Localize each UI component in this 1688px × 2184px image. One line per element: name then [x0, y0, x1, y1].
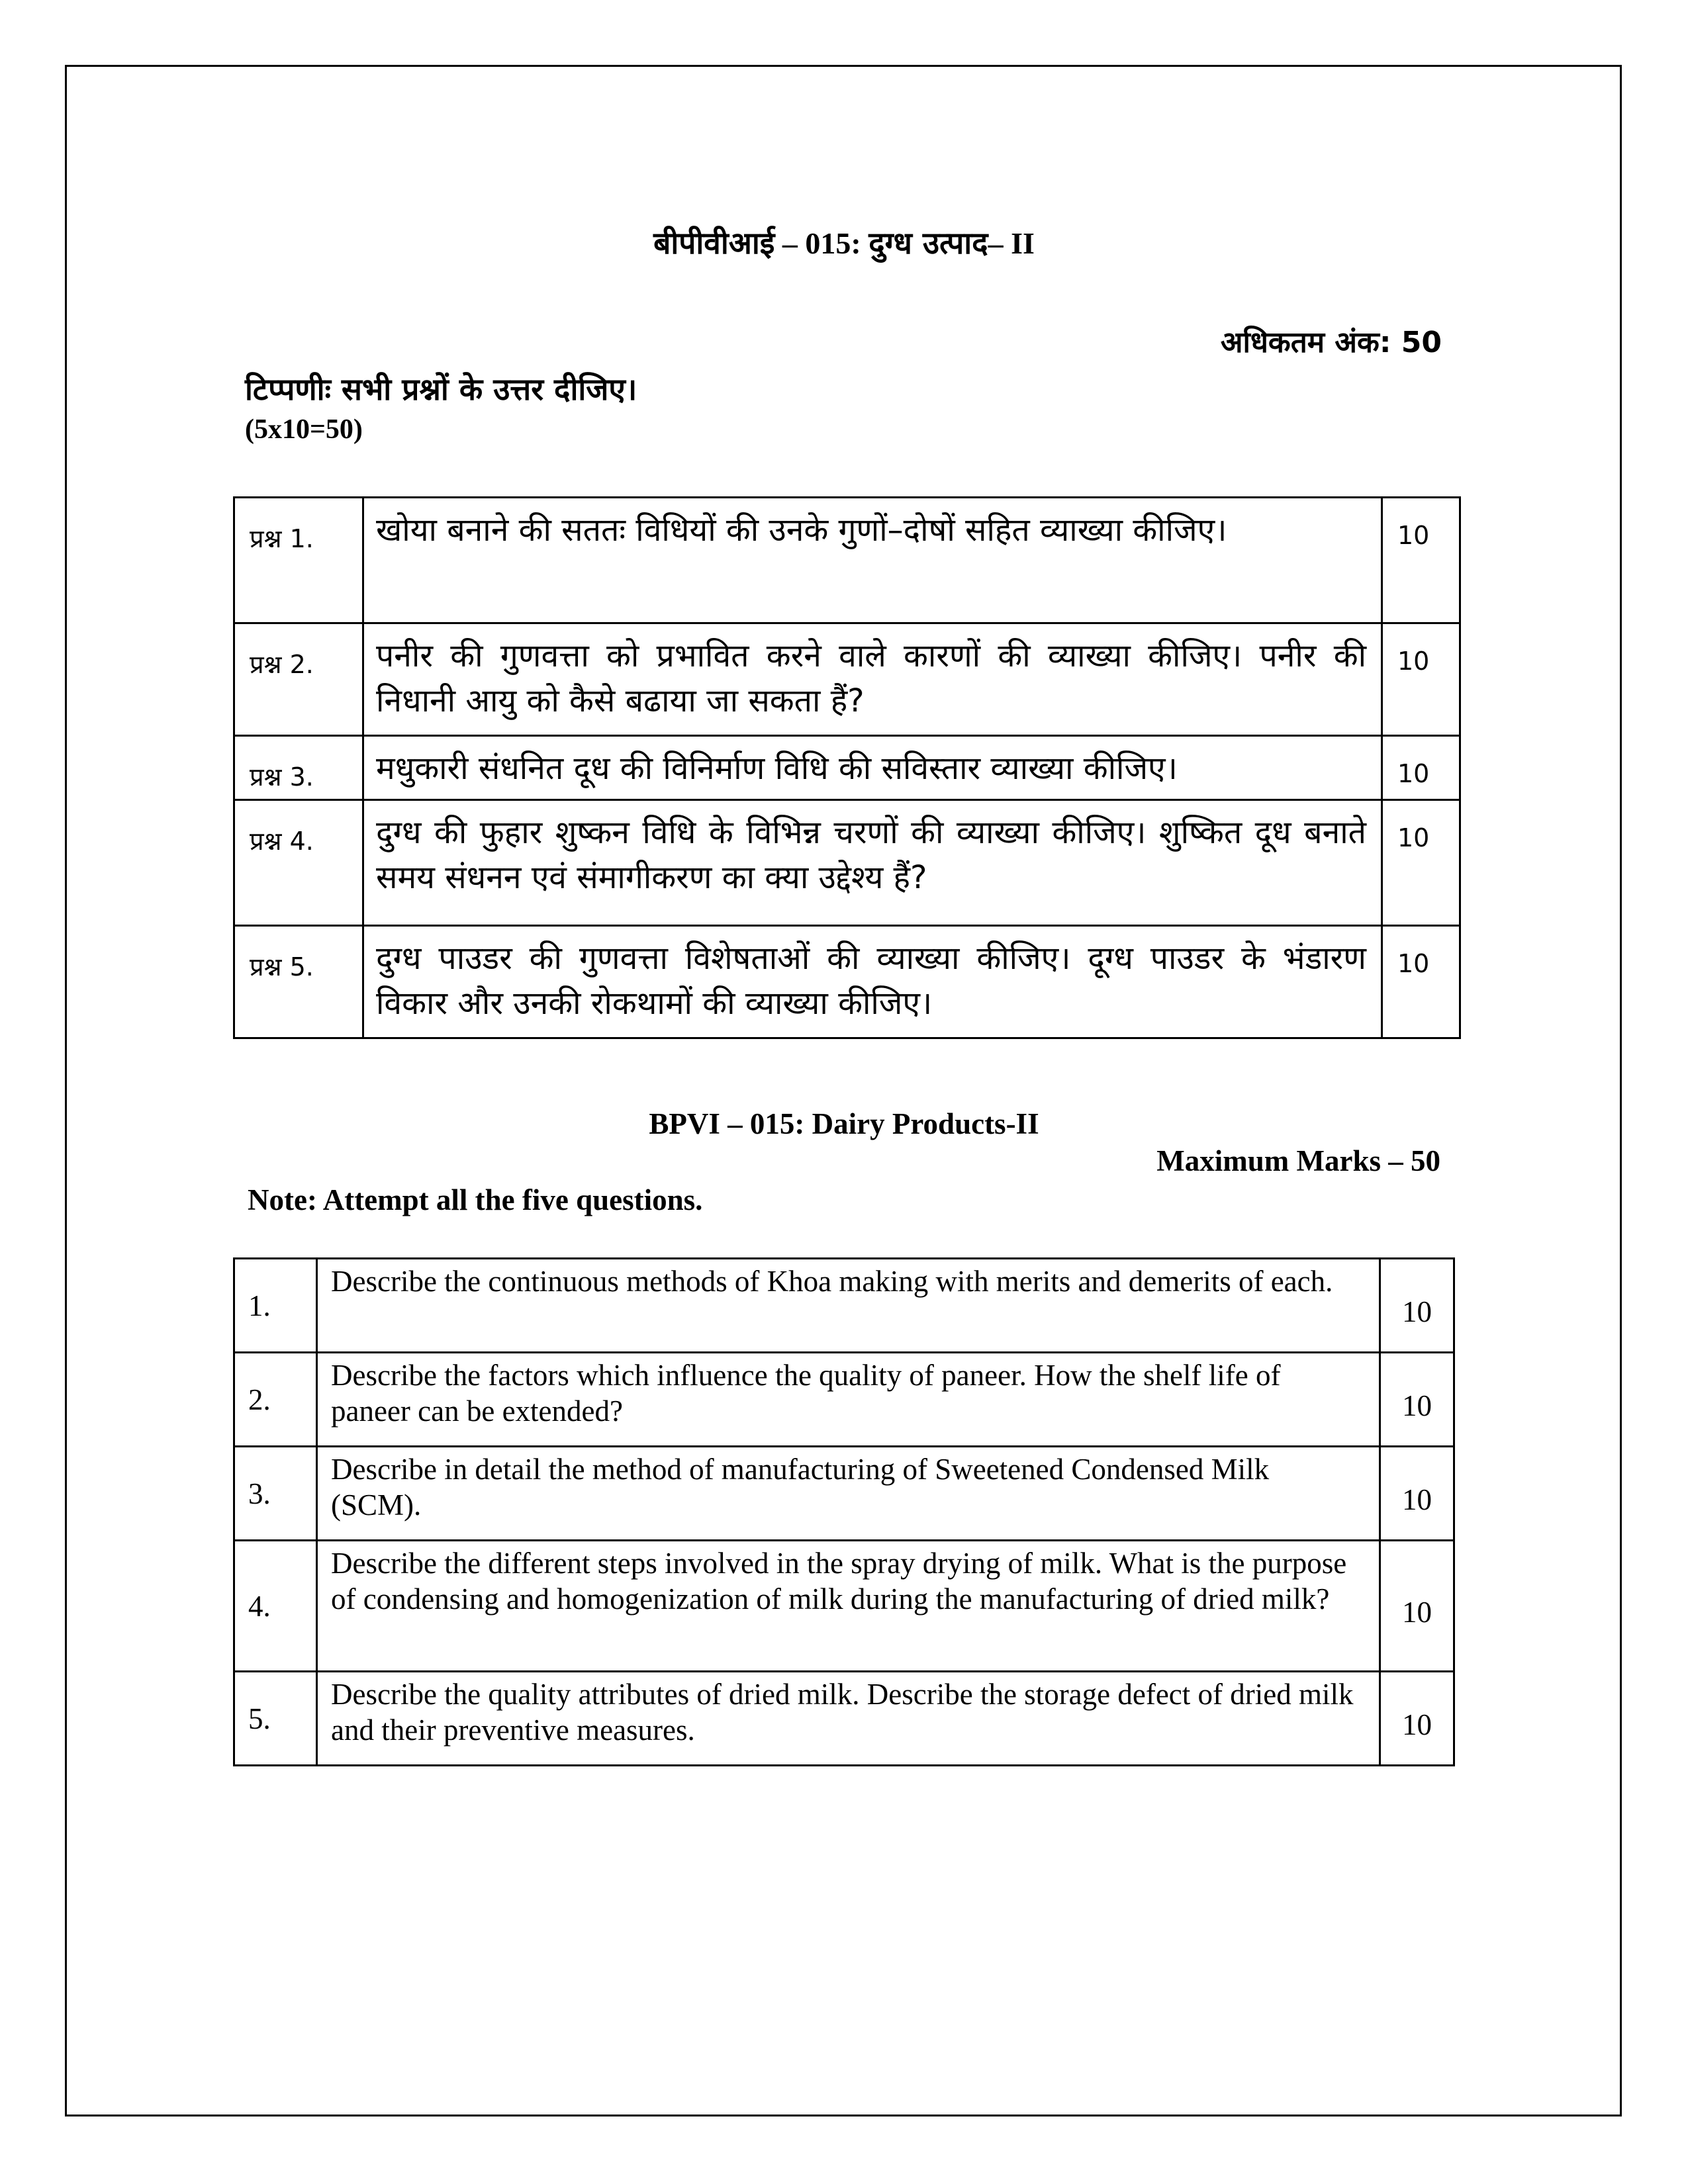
table-row [234, 926, 1460, 1038]
question-number: प्रश्न 5. [234, 926, 363, 1038]
question-text: खोया बनाने की सततः विधियों की उनके गुणों–दोषों सहित व्याख्या कीजिए। [363, 498, 1382, 623]
question-text: मधुकारी संधनित दूध की विनिर्माण विधि की सविस्तार व्याख्या कीजिए। [363, 736, 1382, 800]
hindi-max-marks-value: 50 [1401, 326, 1442, 359]
question-marks: 10 [1382, 800, 1460, 926]
hindi-title-subject: दुग्ध उत्पाद [868, 225, 988, 261]
hindi-question-table [233, 496, 1461, 1039]
hindi-title [0, 222, 1688, 263]
question-number: 1. [234, 1259, 317, 1353]
question-number: प्रश्न 1. [234, 498, 363, 623]
table-row [234, 498, 1460, 623]
question-number: 2. [234, 1353, 317, 1447]
english-question-table [233, 1257, 1455, 1766]
question-marks: 10 [1382, 623, 1460, 736]
hindi-max-marks [1221, 321, 1442, 361]
english-note: Note: Attempt all the five questions. [248, 1183, 703, 1216]
question-number: 5. [234, 1672, 317, 1766]
english-title: BPVI – 015: Dairy Products-II [649, 1107, 1039, 1140]
question-number: प्रश्न 4. [234, 800, 363, 926]
hindi-max-marks-label: अधिकतम अंक: [1220, 326, 1391, 359]
question-marks: 10 [1380, 1353, 1454, 1447]
question-text: Describe the different steps involved in the spray drying of milk. What is the purpose of condensing and homogenization of milk during the manufacturing of dried milk? [317, 1541, 1380, 1672]
table-row [234, 736, 1460, 800]
hindi-title-prefix: बीपीवीआई [653, 225, 775, 261]
question-marks: 10 [1382, 498, 1460, 623]
hindi-marks-scheme: (5x10=50) [245, 414, 363, 445]
question-number: 3. [234, 1447, 317, 1541]
hindi-title-code: – 015: [774, 226, 869, 260]
question-text: Describe the continuous methods of Khoa making with merits and demerits of each. [317, 1259, 1380, 1353]
table-row [234, 1259, 1454, 1353]
question-text: Describe the quality attributes of dried milk. Describe the storage defect of dried milk and their preventive measures. [317, 1672, 1380, 1766]
table-row [234, 1353, 1454, 1447]
table-row [234, 1541, 1454, 1672]
question-marks: 10 [1380, 1447, 1454, 1541]
question-text: दुग्ध की फुहार शुष्कन विधि के विभिन्न चरणों की व्याख्या कीजिए। शुष्कित दूध बनाते समय संधनन एवं संमागीकरण का क्या उद्देश्य हैं? [363, 800, 1382, 926]
table-row [234, 800, 1460, 926]
question-marks: 10 [1382, 926, 1460, 1038]
english-max-marks: Maximum Marks – 50 [1156, 1144, 1440, 1177]
question-text: पनीर की गुणवत्ता को प्रभावित करने वाले कारणों की व्याख्या कीजिए। पनीर की निधानी आयु को कैसे बढाया जा सकता हैं? [363, 623, 1382, 736]
hindi-title-suffix: – II [988, 226, 1035, 260]
question-number: 4. [234, 1541, 317, 1672]
question-text: दुग्ध पाउडर की गुणवत्ता विशेषताओं की व्याख्या कीजिए। दूग्ध पाउडर के भंडारण विकार और उनकी रोकथामों की व्याख्या कीजिए। [363, 926, 1382, 1038]
question-marks: 10 [1380, 1672, 1454, 1766]
question-text: Describe the factors which influence the quality of paneer. How the shelf life of paneer can be extended? [317, 1353, 1380, 1447]
table-row [234, 1447, 1454, 1541]
hindi-note: टिप्पणीः सभी प्रश्नों के उत्तर दीजिए। [245, 371, 637, 407]
question-text: Describe in detail the method of manufacturing of Sweetened Condensed Milk (SCM). [317, 1447, 1380, 1541]
question-number: प्रश्न 2. [234, 623, 363, 736]
table-row [234, 1672, 1454, 1766]
table-row [234, 623, 1460, 736]
question-marks: 10 [1382, 736, 1460, 800]
question-marks: 10 [1380, 1259, 1454, 1353]
question-marks: 10 [1380, 1541, 1454, 1672]
question-number: प्रश्न 3. [234, 736, 363, 800]
